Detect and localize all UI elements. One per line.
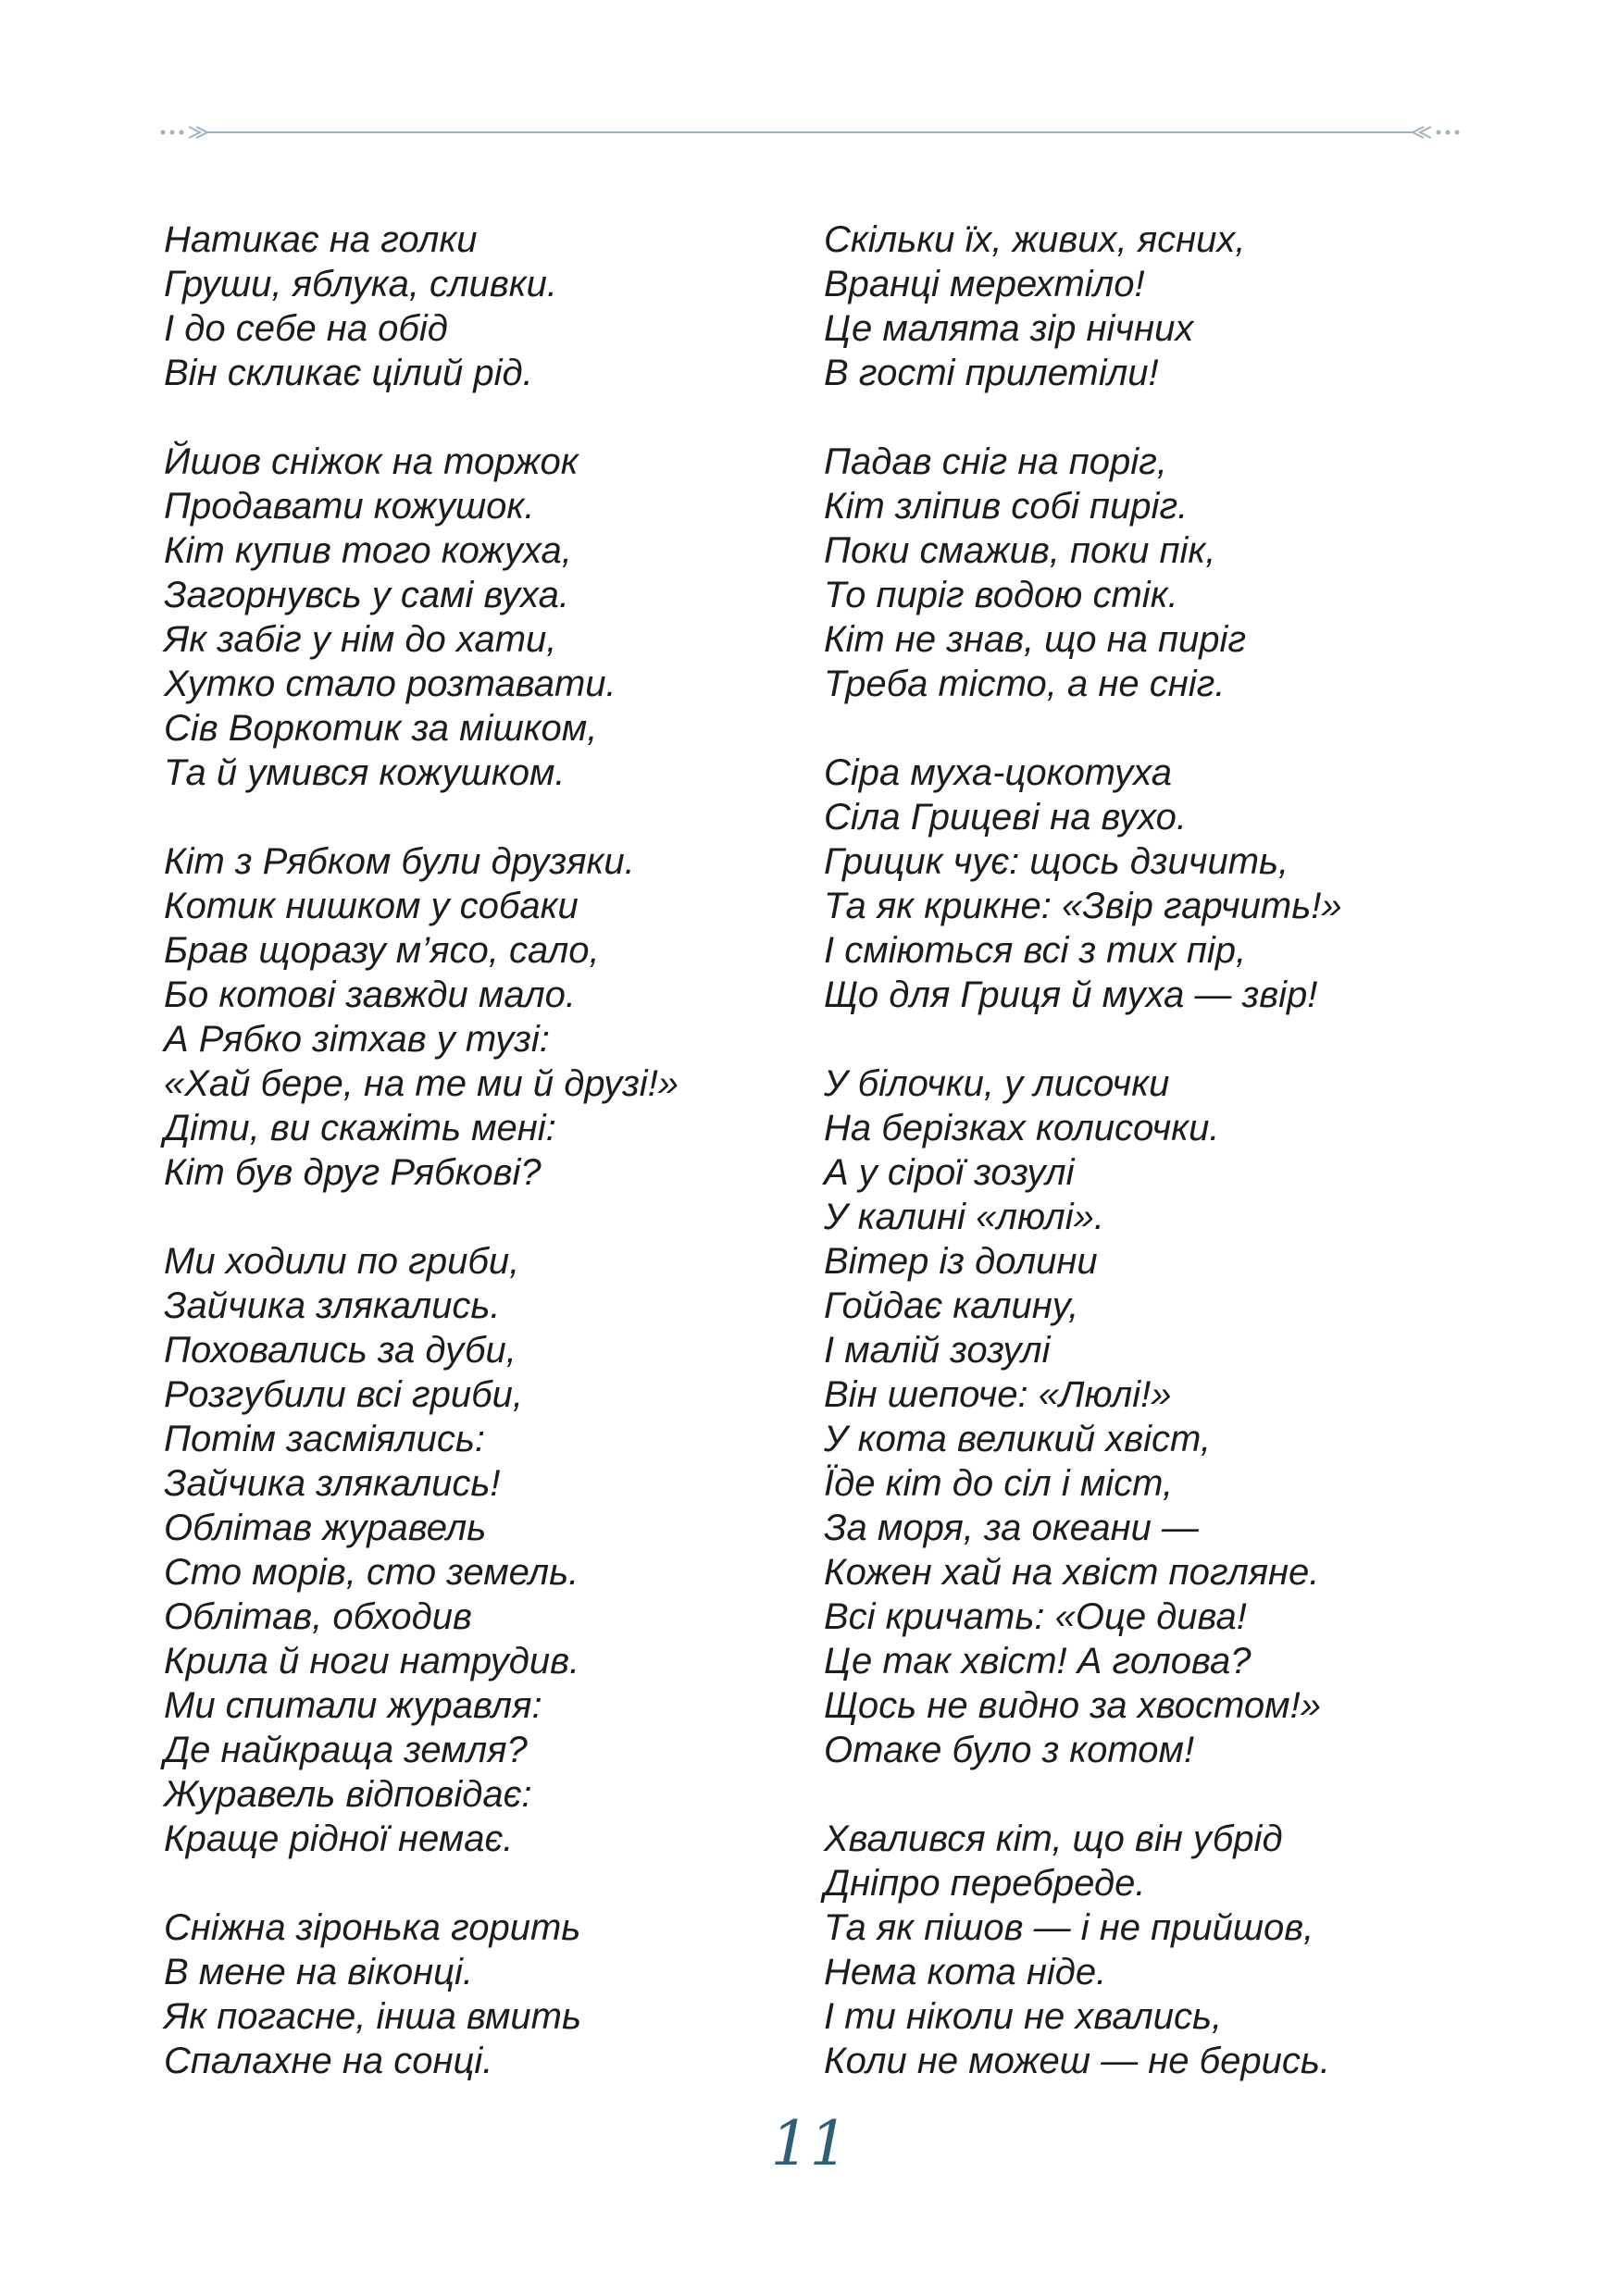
verse-line: Крила й ноги натрудив.: [164, 1641, 580, 1682]
verse-line: Натикає на голки: [164, 219, 478, 260]
verse-line: Зайчика злякались!: [164, 1463, 501, 1504]
verse-line: Груши, яблука, сливки.: [164, 264, 557, 304]
verse-line: Ми ходили по гриби,: [164, 1241, 520, 1282]
verse-line: Хвалився кіт, що він убрід: [824, 1818, 1283, 1859]
verse-line: Ми спитали журавля:: [164, 1685, 542, 1726]
verse-line: Та як пішов — і не прийшов,: [824, 1907, 1314, 1948]
verse-line: Він скликає цілий рід.: [164, 353, 533, 393]
verse-line: Облітав журавель: [164, 1508, 487, 1548]
stanza: [164, 1239, 830, 1861]
verse-line: Йшов сніжок на торжок: [164, 441, 579, 482]
verse-line: Облітав, обходив: [164, 1596, 472, 1637]
verse-line: Сіра муха-цокотуха: [824, 752, 1172, 793]
stanza: [824, 751, 1490, 1017]
verse-line: Потім засміялись:: [164, 1419, 485, 1459]
verse-line: Поховались за дуби,: [164, 1330, 517, 1371]
verse-line: Їде кіт до сіл і міст,: [824, 1463, 1174, 1504]
verse-line: Кіт не знав, що на пиріг: [824, 619, 1247, 660]
header-ornament-icon: [157, 118, 1463, 146]
verse-line: Він шепоче: «Люлі!»: [824, 1374, 1172, 1415]
verse-line: Розгубили всі гриби,: [164, 1374, 523, 1415]
verse-line: Сніжна зіронька горить: [164, 1907, 581, 1948]
verse-line: У калині «люлі».: [824, 1197, 1104, 1237]
verse-line: Зайчика злякались.: [164, 1285, 501, 1326]
verse-line: Котик нишком у собаки: [164, 886, 579, 926]
verse-line: І малій зозулі: [824, 1330, 1051, 1371]
verse-line: Та як крикне: «Звір гарчить!»: [824, 886, 1342, 926]
verse-line: І до себе на обід: [164, 308, 448, 349]
verse-line: Кіт був друг Рябкові?: [164, 1152, 542, 1193]
verse-line: Спалахне на сонці.: [164, 2041, 493, 2081]
right-column: [824, 217, 1490, 2128]
verse-line: Треба тісто, а не сніг.: [824, 664, 1226, 704]
verse-line: Де найкраща земля?: [164, 1730, 528, 1770]
verse-line: Бо котові завжди мало.: [164, 974, 577, 1015]
stanza: [824, 1061, 1490, 1772]
verse-line: Журавель відповідає:: [164, 1774, 532, 1815]
verse-line: Брав щоразу м’ясо, сало,: [164, 930, 600, 971]
verse-line: Кіт зліпив собі пиріг.: [824, 486, 1189, 527]
verse-line: Як погасне, інша вмить: [164, 1996, 582, 2037]
verse-line: Всі кричать: «Оце дива!: [824, 1596, 1247, 1637]
verse-line: Що для Гриця й муха — звір!: [824, 974, 1318, 1015]
verse-line: Скільки їх, живих, ясних,: [824, 219, 1246, 260]
verse-line: Сто морів, сто земель.: [164, 1552, 579, 1593]
left-column: [164, 217, 830, 2128]
verse-line: Кіт купив того кожуха,: [164, 530, 572, 571]
verse-line: «Хай бере, на те ми й друзі!»: [164, 1063, 679, 1104]
verse-line: У білочки, у лисочки: [824, 1063, 1170, 1104]
verse-line: Грицик чує: щось дзичить,: [824, 841, 1289, 882]
verse-line: Падав сніг на поріг,: [824, 441, 1167, 482]
verse-line: А у сірої зозулі: [824, 1152, 1075, 1193]
verse-line: І сміються всі з тих пір,: [824, 930, 1247, 971]
stanza: [824, 217, 1490, 395]
page-number: 11: [770, 2108, 849, 2179]
verse-line: Щось не видно за хвостом!»: [824, 1685, 1321, 1726]
verse-line: І ти ніколи не хвались,: [824, 1996, 1223, 2037]
verse-line: Загорнувсь у самі вуха.: [164, 575, 569, 615]
verse-line: Поки смажив, поки пік,: [824, 530, 1216, 571]
verse-line: Дніпро перебреде.: [824, 1863, 1146, 1904]
verse-line: Кожен хай на хвіст погляне.: [824, 1552, 1320, 1593]
verse-line: Нема кота ніде.: [824, 1952, 1107, 1992]
verse-line: То пиріг водою стік.: [824, 575, 1178, 615]
verse-line: Коли не можеш — не берись.: [824, 2041, 1330, 2081]
stanza: [164, 839, 830, 1195]
verse-line: Це малята зір нічних: [824, 308, 1194, 349]
verse-line: Як забіг у нім до хати,: [164, 619, 557, 660]
verse-line: Продавати кожушок.: [164, 486, 535, 527]
verse-line: Краще рідної немає.: [164, 1818, 514, 1859]
verse-line: Кіт з Рябком були друзяки.: [164, 841, 635, 882]
verse-line: У кота великий хвіст,: [824, 1419, 1212, 1459]
stanza: [164, 217, 830, 395]
verse-line: Хутко стало розтавати.: [164, 664, 616, 704]
verse-line: Сів Воркотик за мішком,: [164, 708, 598, 749]
verse-line: Діти, ви скажіть мені:: [164, 1108, 556, 1148]
verse-line: Це так хвіст! А голова?: [824, 1641, 1252, 1682]
verse-line: А Рябко зітхав у тузі:: [164, 1019, 550, 1060]
verse-line: Отаке було з котом!: [824, 1730, 1195, 1770]
verse-line: Сіла Грицеві на вухо.: [824, 797, 1188, 838]
verse-line: За моря, за океани —: [824, 1508, 1200, 1548]
verse-line: Гойдає калину,: [824, 1285, 1079, 1326]
stanza: [164, 1905, 830, 2083]
verse-line: На берізках колисочки.: [824, 1108, 1220, 1148]
stanza: [824, 440, 1490, 706]
verse-line: В мене на віконці.: [164, 1952, 473, 1992]
verse-line: Вітер із долини: [824, 1241, 1098, 1282]
verse-line: Вранці мерехтіло!: [824, 264, 1145, 304]
verse-line: Та й умився кожушком.: [164, 752, 566, 793]
verse-line: В гості прилетіли!: [824, 353, 1159, 393]
stanza: [824, 1817, 1490, 2083]
stanza: [164, 440, 830, 795]
